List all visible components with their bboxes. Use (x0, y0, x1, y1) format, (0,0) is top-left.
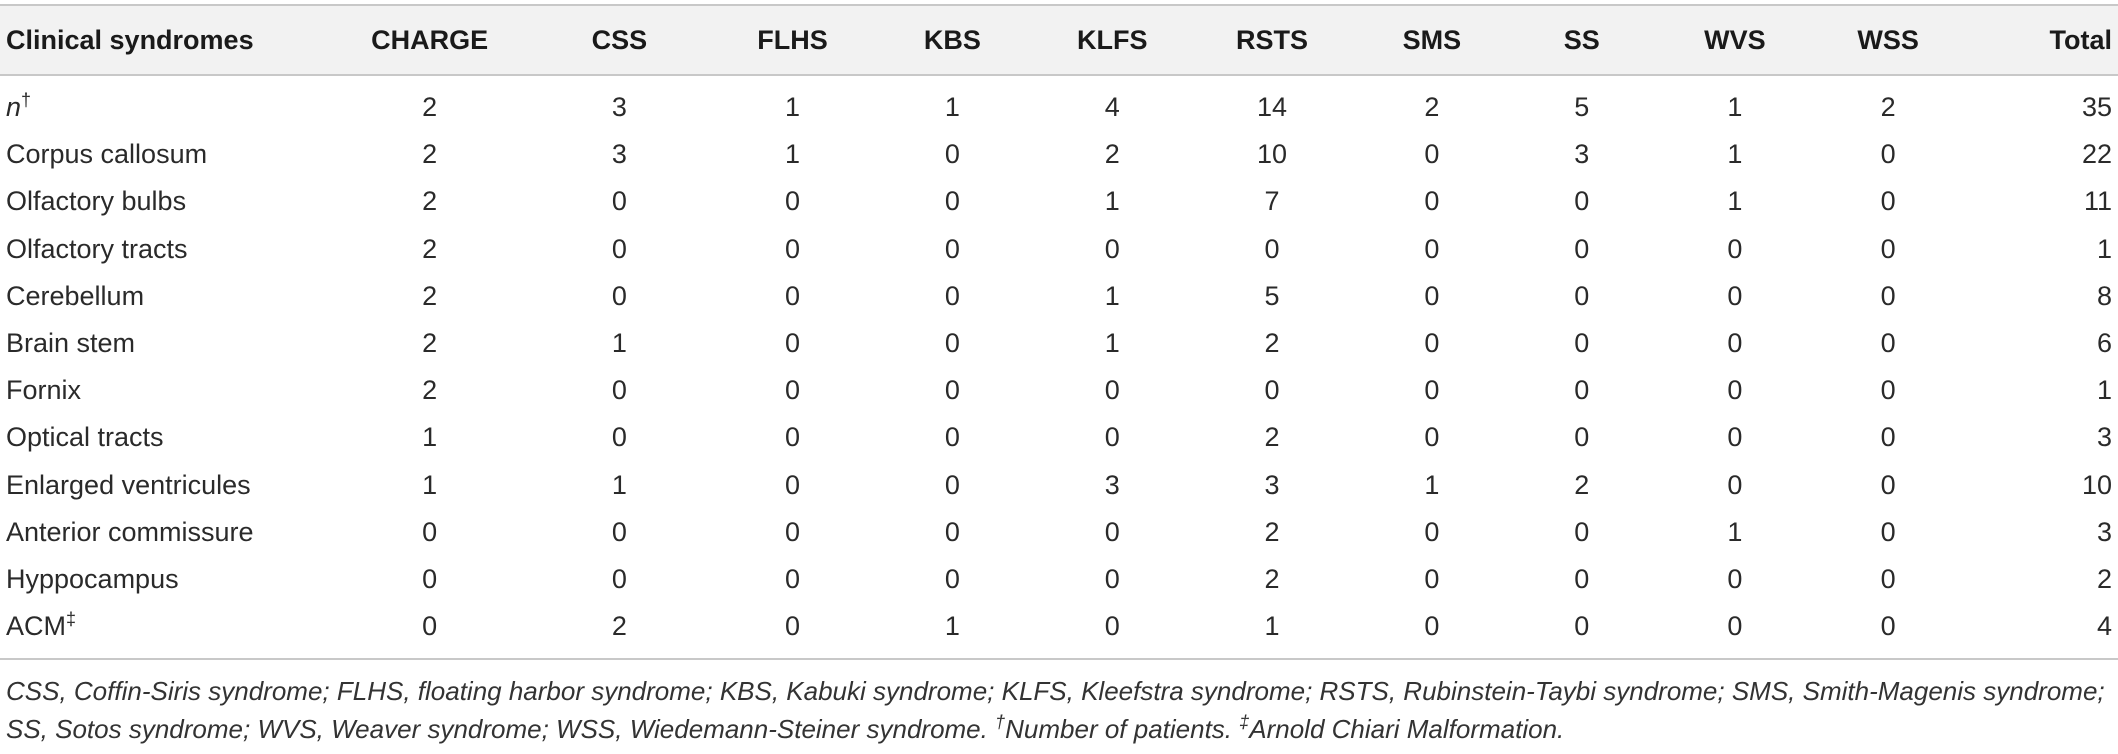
table-row (0, 320, 2118, 367)
footnote-dagger-mark: † (995, 712, 1006, 732)
table-cell: 0 (1424, 139, 1440, 170)
row-label: Hyppocampus (6, 563, 179, 594)
data-table (0, 4, 2118, 660)
row-label: Cerebellum (6, 280, 145, 311)
table-cell: 0 (422, 563, 438, 594)
table-body (0, 75, 2118, 659)
table-cell: 0 (1880, 186, 1896, 217)
table-cell: 0 (785, 563, 801, 594)
table-cell: 1 (866, 603, 1039, 659)
table-cell: 1 (1424, 469, 1440, 500)
table-cell: 0 (1104, 375, 1120, 406)
row-label: Anterior commissure (6, 516, 254, 547)
table-cell: 1 (611, 328, 627, 359)
row-label-cell (0, 75, 340, 131)
table-cell: 0 (1574, 422, 1590, 453)
table-cell-total: 35 (2081, 92, 2112, 123)
table-cell: 0 (1104, 233, 1120, 264)
table-cell: 0 (785, 375, 801, 406)
table-cell-total: 22 (2081, 139, 2112, 170)
column-header: KLFS (1039, 5, 1186, 75)
table-row (0, 75, 2118, 131)
table-cell: 2 (422, 328, 438, 359)
table-cell: 0 (1104, 422, 1120, 453)
table-cell: 0 (1727, 563, 1743, 594)
table-cell: 0 (611, 422, 627, 453)
row-label: Corpus callosum (6, 139, 208, 170)
table-cell: 0 (1812, 603, 1965, 659)
table-cell: 0 (611, 375, 627, 406)
table-cell: 0 (1727, 233, 1743, 264)
table-cell: 0 (1880, 139, 1896, 170)
footnote-abbreviations: CSS, Coffin-Siris syndrome; FLHS, floating harbor syndrome; KBS, Kabuki syndrome; KLFS, Kleefstra syndrome; RSTS, Rubinstein-Taybi syndrome; SMS, Smith-Magenis syndrome; SS, Sotos syndrome; WVS, Weaver syndrome; WSS, Wiedemann-Steiner syndrome. (6, 676, 2105, 744)
row-label: ACM (6, 611, 66, 642)
row-label: Fornix (6, 375, 82, 406)
table-cell: 0 (1880, 280, 1896, 311)
table-cell: 1 (422, 422, 438, 453)
column-header: SMS (1359, 5, 1506, 75)
row-label: Enlarged ventricules (6, 469, 251, 500)
table-cell: 1 (1727, 139, 1743, 170)
table-cell: 0 (944, 516, 960, 547)
table-cell: 0 (611, 280, 627, 311)
table-cell: 0 (1880, 233, 1896, 264)
table-cell: 0 (719, 603, 866, 659)
table-cell: 1 (1104, 328, 1120, 359)
table-cell: 0 (1880, 563, 1896, 594)
table-cell: 0 (1104, 563, 1120, 594)
table-cell: 0 (1424, 516, 1440, 547)
table-cell: 3 (1264, 469, 1280, 500)
table-row (0, 414, 2118, 461)
row-label-cell (0, 509, 340, 556)
table-cell: 0 (611, 516, 627, 547)
table-cell: 0 (611, 233, 627, 264)
table-cell: 2 (422, 186, 438, 217)
table-cell: 0 (944, 422, 960, 453)
row-label-cell (0, 226, 340, 273)
table-cell: 0 (785, 280, 801, 311)
row-label: n (6, 92, 22, 123)
table-cell: 1 (944, 92, 960, 123)
footnote-ddagger-mark: ‡ (1239, 712, 1250, 732)
table-cell: 4 (1104, 92, 1120, 123)
row-label-cell (0, 367, 340, 414)
table-cell: 0 (1424, 328, 1440, 359)
header-row (0, 5, 2118, 75)
column-header: CSS (520, 5, 720, 75)
table-cell: 0 (1574, 186, 1590, 217)
row-label-footnote-mark: † (21, 90, 32, 111)
table-cell: 2 (1574, 469, 1590, 500)
table-cell: 0 (1727, 422, 1743, 453)
table-cell: 3 (611, 92, 627, 123)
footnote-ddagger-text: Arnold Chiari Malformation. (1249, 714, 1565, 744)
column-header: CHARGE (340, 5, 520, 75)
table-cell: 1 (785, 139, 801, 170)
table-row (0, 462, 2118, 509)
row-label-footnote-mark: ‡ (66, 609, 77, 630)
table-cell: 0 (1727, 328, 1743, 359)
table-cell: 5 (1264, 280, 1280, 311)
table-cell: 0 (785, 186, 801, 217)
table-row (0, 178, 2118, 225)
table-cell: 0 (611, 563, 627, 594)
table-cell: 2 (1104, 139, 1120, 170)
table-cell: 1 (785, 92, 801, 123)
table-cell: 0 (1505, 603, 1658, 659)
table-cell: 2 (1264, 422, 1280, 453)
table-row (0, 367, 2118, 414)
table-cell: 0 (1424, 233, 1440, 264)
table-cell: 0 (944, 328, 960, 359)
table-cell: 0 (1039, 603, 1186, 659)
table-cell: 0 (1880, 375, 1896, 406)
table-cell: 0 (1727, 469, 1743, 500)
table-cell: 0 (1424, 186, 1440, 217)
table-cell: 0 (1264, 233, 1280, 264)
table-cell: 0 (1880, 328, 1896, 359)
table-cell: 0 (944, 563, 960, 594)
table-cell: 0 (1359, 603, 1506, 659)
row-label-cell (0, 462, 340, 509)
table-cell: 1 (1104, 280, 1120, 311)
column-header: WVS (1658, 5, 1811, 75)
table-row (0, 131, 2118, 178)
table-cell: 0 (1880, 469, 1896, 500)
table-cell: 0 (1264, 375, 1280, 406)
column-header-total: Total (1965, 5, 2118, 75)
table-cell: 3 (1574, 139, 1590, 170)
table-cell: 0 (422, 516, 438, 547)
row-label-cell (0, 556, 340, 603)
table-cell: 0 (944, 139, 960, 170)
table-row (0, 226, 2118, 273)
table-cell-total: 10 (2081, 469, 2112, 500)
table-cell: 1 (1727, 516, 1743, 547)
table-cell: 1 (422, 469, 438, 500)
table-cell: 0 (1104, 516, 1120, 547)
column-header: KBS (866, 5, 1039, 75)
table-cell-total: 11 (2083, 186, 2112, 217)
table-cell: 2 (422, 375, 438, 406)
table-cell: 2 (1264, 563, 1280, 594)
table-cell: 2 (520, 603, 720, 659)
table-cell: 3 (611, 139, 627, 170)
row-label: Olfactory bulbs (6, 186, 187, 217)
table-cell: 2 (1880, 92, 1896, 123)
table-cell-total: 3 (2096, 516, 2112, 547)
table-cell: 0 (1574, 328, 1590, 359)
table-cell: 10 (1257, 139, 1288, 170)
table-cell-total: 8 (2096, 280, 2112, 311)
table-cell: 0 (1424, 422, 1440, 453)
table-cell-total: 4 (1965, 603, 2118, 659)
header-label: Clinical syndromes (0, 5, 340, 75)
table-cell: 0 (944, 280, 960, 311)
table-cell: 2 (422, 233, 438, 264)
table-cell-total: 6 (2096, 328, 2112, 359)
table-cell-total: 1 (2096, 375, 2112, 406)
table-cell: 2 (422, 92, 438, 123)
table-row (0, 509, 2118, 556)
table-row (0, 556, 2118, 603)
table-cell-total: 3 (2096, 422, 2112, 453)
table-cell: 0 (1880, 516, 1896, 547)
table-header (0, 5, 2118, 75)
table-cell: 0 (1574, 233, 1590, 264)
table-cell: 0 (785, 422, 801, 453)
row-label-cell (0, 178, 340, 225)
table-cell: 0 (785, 233, 801, 264)
table-footnote (6, 672, 2106, 748)
column-header: RSTS (1185, 5, 1358, 75)
table-row (0, 603, 2118, 659)
column-header: FLHS (719, 5, 866, 75)
column-header: WSS (1812, 5, 1965, 75)
table-cell: 0 (1574, 563, 1590, 594)
table-cell: 7 (1264, 186, 1280, 217)
table-cell: 0 (1424, 375, 1440, 406)
table-cell: 0 (1727, 375, 1743, 406)
column-header: SS (1505, 5, 1658, 75)
table-cell: 2 (422, 139, 438, 170)
footnote-dagger-text: Number of patients. (1005, 714, 1233, 744)
table-cell: 1 (1727, 186, 1743, 217)
table-cell: 0 (1574, 375, 1590, 406)
row-label: Olfactory tracts (6, 233, 188, 264)
table-cell: 0 (1658, 603, 1811, 659)
row-label-cell (0, 273, 340, 320)
table-cell: 0 (785, 469, 801, 500)
row-label: Brain stem (6, 328, 136, 359)
table-cell: 14 (1257, 92, 1288, 123)
table-cell: 0 (1574, 280, 1590, 311)
table-cell: 0 (944, 375, 960, 406)
table-cell: 0 (1574, 516, 1590, 547)
table-cell: 3 (1104, 469, 1120, 500)
table-cell: 5 (1574, 92, 1590, 123)
table-cell: 0 (944, 469, 960, 500)
table-cell-total: 2 (2096, 563, 2112, 594)
table-cell: 2 (1424, 92, 1440, 123)
table-cell: 1 (1185, 603, 1358, 659)
table-cell: 0 (1727, 280, 1743, 311)
table-cell: 0 (340, 603, 520, 659)
table-cell: 0 (611, 186, 627, 217)
row-label-cell (0, 603, 340, 659)
table-cell: 1 (1727, 92, 1743, 123)
row-label: Optical tracts (6, 422, 164, 453)
table-cell: 0 (785, 516, 801, 547)
table-cell: 2 (1264, 328, 1280, 359)
table-cell: 2 (1264, 516, 1280, 547)
table-cell: 0 (944, 186, 960, 217)
row-label-cell (0, 414, 340, 461)
row-label-cell (0, 131, 340, 178)
table-cell: 0 (785, 328, 801, 359)
table-row (0, 273, 2118, 320)
table-cell-total: 1 (2096, 233, 2112, 264)
table-cell: 0 (944, 233, 960, 264)
row-label-cell (0, 320, 340, 367)
table-cell: 0 (1424, 280, 1440, 311)
table-cell: 0 (1880, 422, 1896, 453)
table-cell: 1 (611, 469, 627, 500)
table-cell: 0 (1424, 563, 1440, 594)
table-cell: 1 (1104, 186, 1120, 217)
table-cell: 2 (422, 280, 438, 311)
